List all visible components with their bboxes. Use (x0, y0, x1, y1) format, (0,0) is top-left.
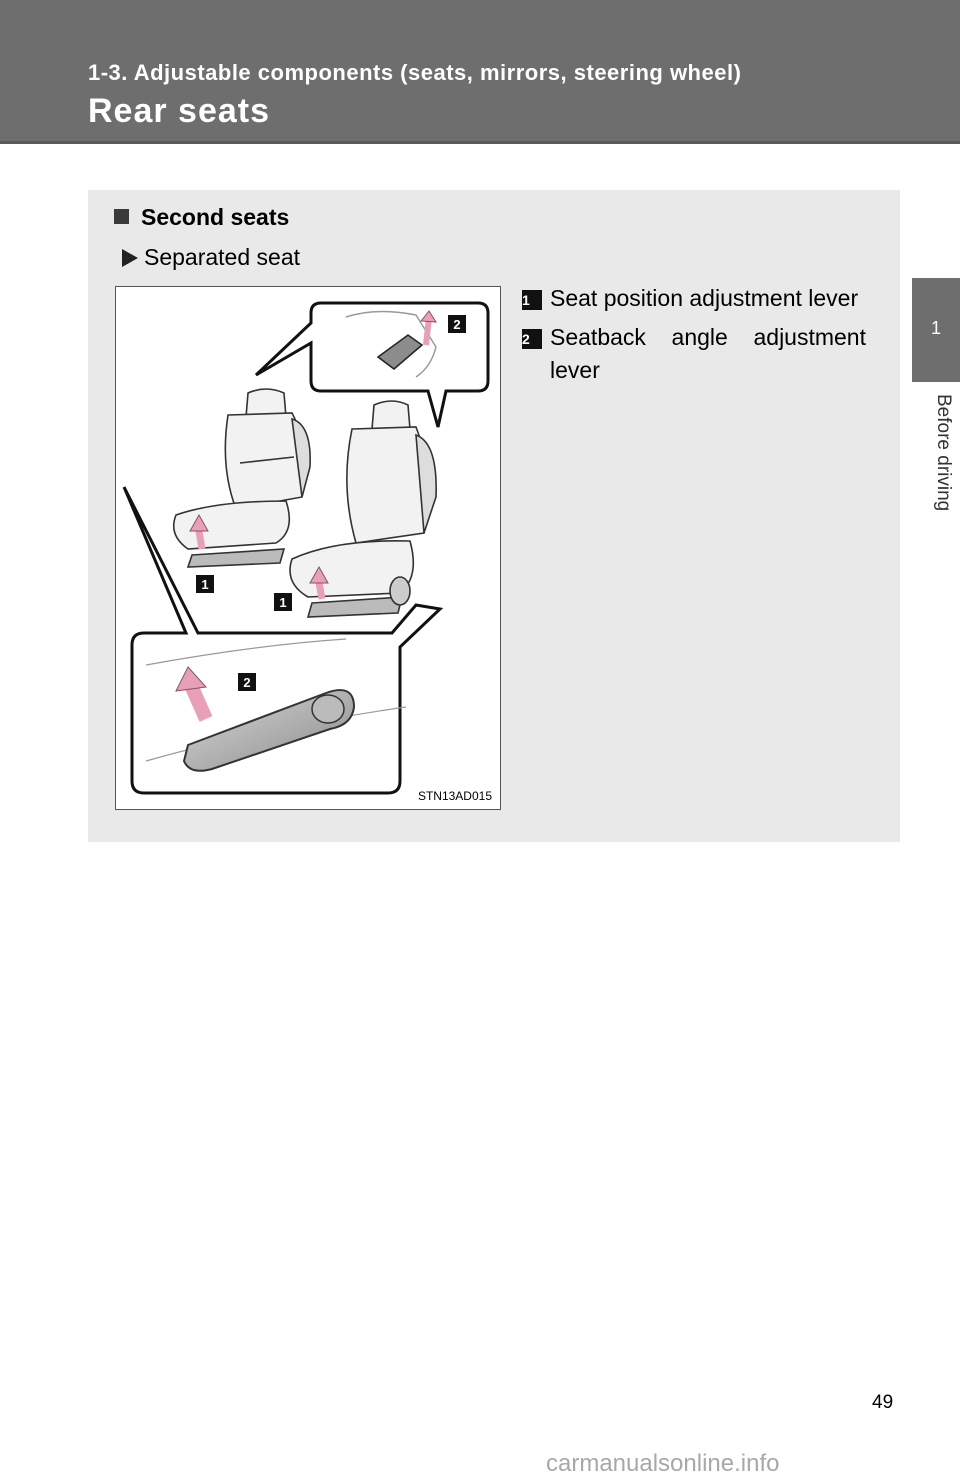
callout-list (520, 282, 866, 393)
callout-item-2 (520, 321, 866, 387)
callout-badge-1: 1 (522, 290, 542, 310)
svg-text:1: 1 (201, 577, 209, 592)
triangle-bullet-icon (122, 249, 138, 267)
chapter-tab (912, 278, 960, 382)
chapter-number: 1 (930, 318, 941, 338)
page-title: Rear seats (88, 92, 271, 130)
seat-illustration (115, 286, 501, 810)
subheading-text: Second seats (141, 204, 290, 230)
seat-drawing (116, 287, 500, 809)
subheading (114, 204, 289, 231)
chapter-label: Before driving (933, 394, 954, 512)
square-bullet-icon (114, 209, 129, 224)
svg-text:1: 1 (279, 595, 287, 610)
watermark: carmanualsonline.info (546, 1450, 780, 1477)
callout-item-1 (520, 282, 866, 315)
variant-label (122, 244, 300, 271)
section-title: 1-3. Adjustable components (seats, mirrors, steering wheel) (88, 60, 742, 85)
svg-text:2: 2 (243, 675, 251, 690)
svg-text:2: 2 (453, 317, 461, 332)
right-seat (290, 401, 436, 617)
variant-text: Separated seat (144, 244, 301, 270)
left-seat (174, 389, 310, 567)
callout-badge-2: 2 (522, 329, 542, 349)
page-header (0, 0, 960, 144)
callout-text-1: Seat position adjustment lever (550, 285, 859, 311)
figure-code: STN13AD015 (417, 789, 492, 803)
page-number: 49 (872, 1392, 894, 1413)
callout-text-2: Seatback angle adjustment lever (550, 324, 866, 383)
